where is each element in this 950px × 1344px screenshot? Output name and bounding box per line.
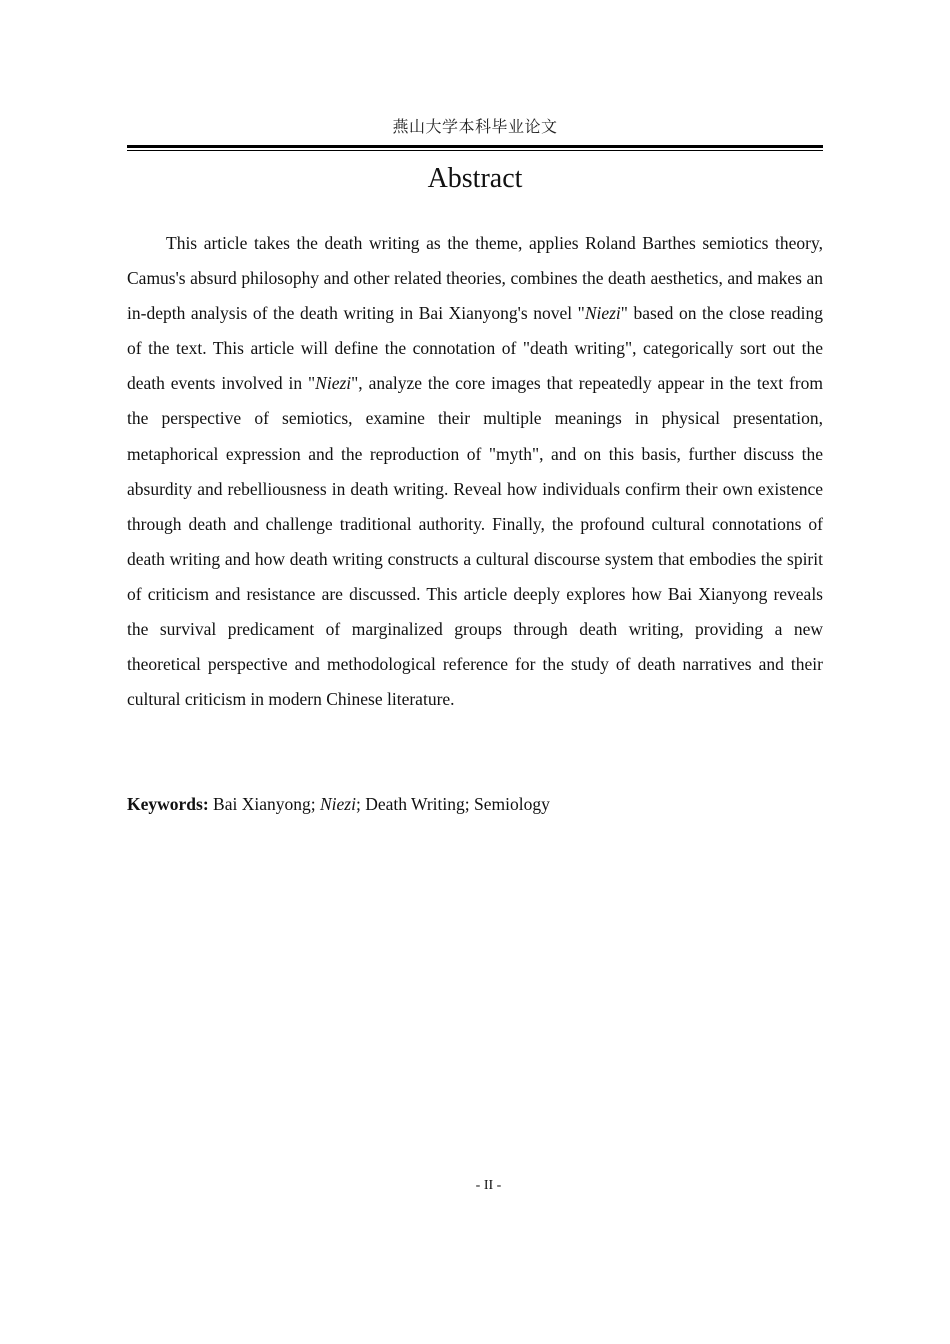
abstract-text-3: ", analyze the core images that repeatedly appear in the text from the perspective of semiotics, examine their multiple meanings in physical presentation, metaphorical expression and the reproduction of "myth", and on this basis, further discuss the absurdity and rebelliousness in death writing. Reveal how individuals confirm their own existence through death and challenge traditional authority. Finally, the profound cultural connotations of death writing and how death writing constructs a cultural discourse system that embodies the spirit of criticism and resistance are discussed. This article deeply explores how Bai Xianyong reveals the survival predicament of marginalized groups through death writing, providing a new theoretical perspective and methodological reference for the study of death narratives and their cultural criticism in modern Chinese literature. (127, 373, 823, 710)
abstract-novel-title: Niezi (584, 303, 621, 324)
abstract-body (127, 226, 823, 717)
abstract-text-2: " based on the close reading of the text. This article will define the connotation of "death writing", categorically sort out the death events involved in " (127, 303, 823, 394)
abstract-novel-title: Niezi (315, 373, 352, 394)
keywords-label: Keywords: (127, 794, 209, 814)
abstract-text-1: This article takes the death writing as the theme, applies Roland Barthes semiotics theory, Camus's absurd philosophy and other related theories, combines the death aesthetics, and makes an in-depth analysis of the death writing in Bai Xianyong's novel " (127, 233, 823, 324)
header-rule (127, 145, 823, 148)
keywords-text: ; Death Writing; Semiology (355, 794, 550, 814)
running-header: 燕山大学本科毕业论文 (392, 119, 558, 136)
page-number: - II - (475, 1178, 502, 1193)
header-rule-thin (127, 150, 823, 151)
keywords-novel-title: Niezi (319, 794, 356, 814)
abstract-title: Abstract (427, 163, 523, 194)
keywords (127, 787, 823, 822)
keywords-text: Bai Xianyong; (208, 794, 320, 814)
